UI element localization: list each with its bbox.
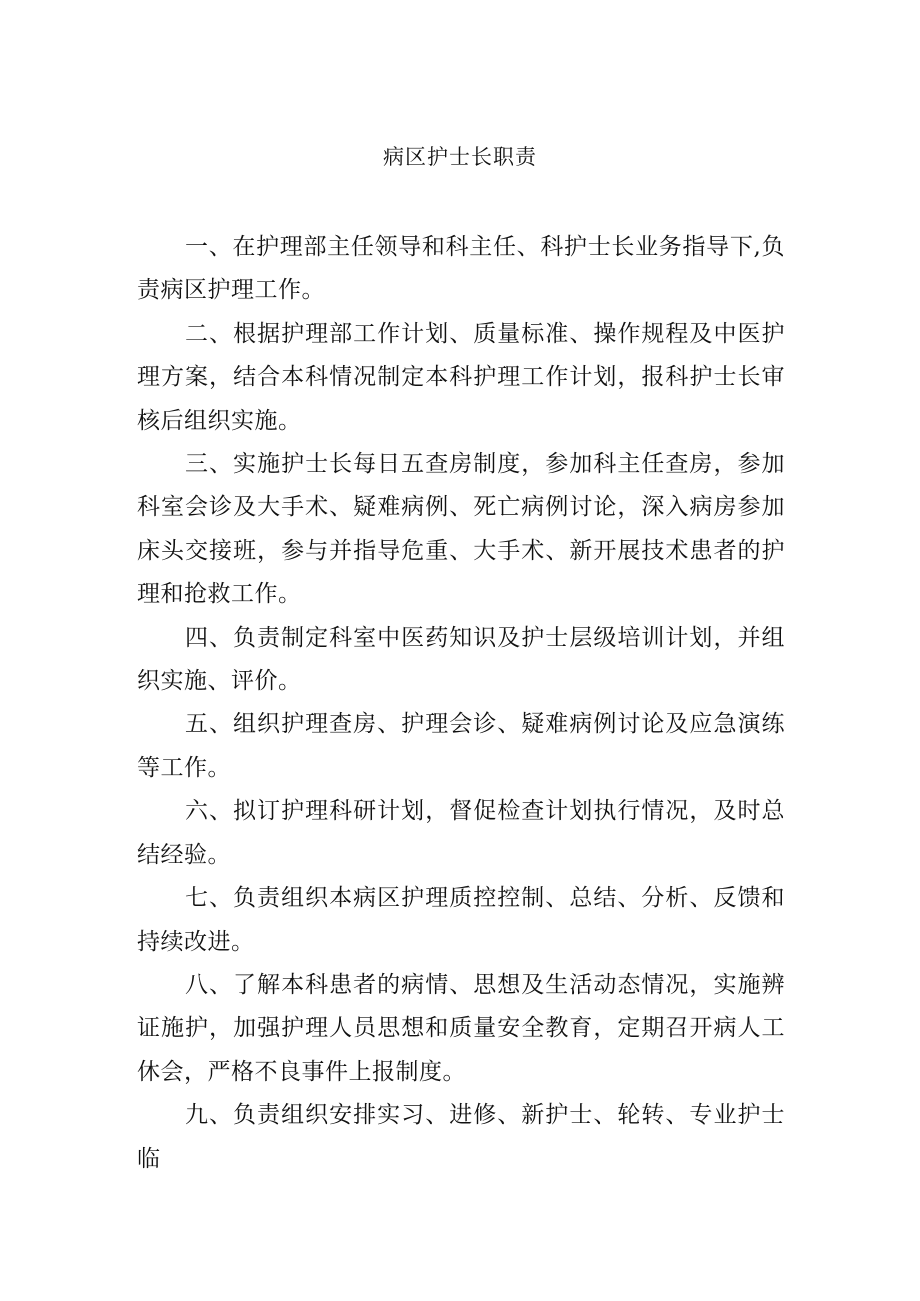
paragraph-9: 九、负责组织安排实习、进修、新护士、轮转、专业护士临: [137, 1102, 785, 1172]
paragraph-2: 二、根据护理部工作计划、质量标准、操作规程及中医护理方案，结合本科情况制定本科护理工作计划，报科护士长审核后组织实施。: [137, 320, 785, 434]
document-body: [137, 226, 785, 1181]
paragraph-5: 五、组织护理查房、护理会诊、疑难病例讨论及应急演练等工作。: [137, 711, 785, 781]
paragraph-8: 八、了解本科患者的病情、思想及生活动态情况，实施辨证施护，加强护理人员思想和质量安全教育，定期召开病人工休会，严格不良事件上报制度。: [137, 971, 785, 1085]
paragraph-4: 四、负责制定科室中医药知识及护士层级培训计划，并组织实施、评价。: [137, 624, 785, 695]
document-title: 病区护士长职责: [383, 145, 537, 169]
paragraph-3: 三、实施护士长每日五查房制度，参加科主任查房，参加科室会诊及大手术、疑难病例、死亡病例讨论，深入病房参加床头交接班，参与并指导危重、大手术、新开展技术患者的护理和抢救工作。: [137, 451, 785, 608]
paragraph-7: 七、负责组织本病区护理质控控制、总结、分析、反馈和持续改进。: [137, 885, 785, 955]
paragraph-1: 一、在护理部主任领导和科主任、科护士长业务指导下,负责病区护理工作。: [137, 234, 785, 304]
paragraph-6: 六、拟订护理科研计划，督促检查计划执行情况，及时总结经验。: [137, 798, 785, 868]
